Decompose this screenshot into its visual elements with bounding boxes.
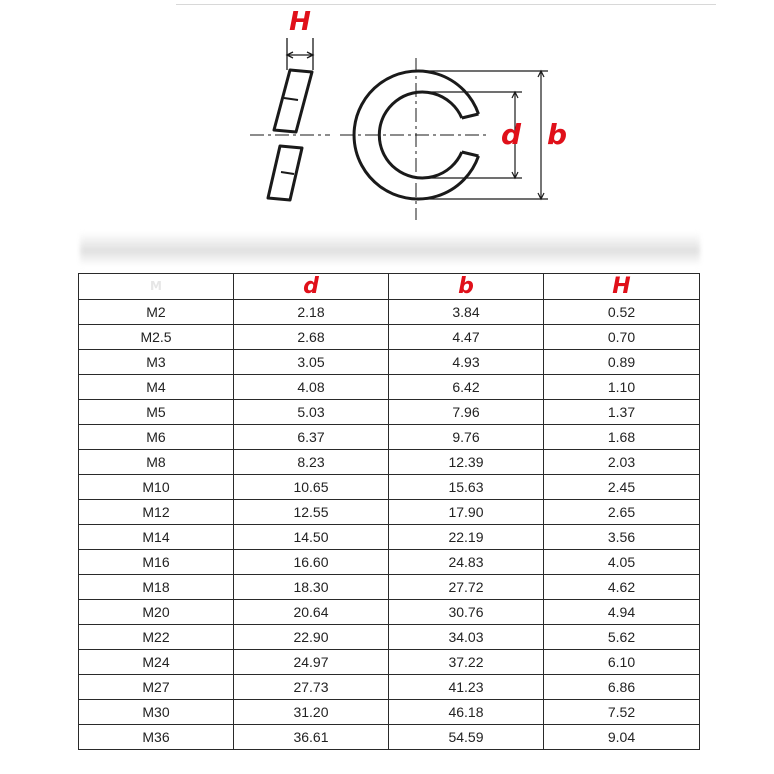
cell-h: 6.86 — [544, 675, 700, 700]
cell-size: M8 — [79, 450, 234, 475]
cell-h: 0.89 — [544, 350, 700, 375]
cell-h: 4.62 — [544, 575, 700, 600]
table-header-row — [79, 274, 700, 300]
cell-h: 6.10 — [544, 650, 700, 675]
cell-b: 54.59 — [389, 725, 544, 750]
cell-b: 41.23 — [389, 675, 544, 700]
table-row — [79, 550, 700, 575]
table-row — [79, 625, 700, 650]
table-row — [79, 475, 700, 500]
table-row — [79, 675, 700, 700]
cell-size: M12 — [79, 500, 234, 525]
label-h: H — [289, 7, 311, 37]
cell-h: 4.05 — [544, 550, 700, 575]
washer-diagram — [0, 0, 774, 230]
cell-d: 6.37 — [234, 425, 389, 450]
cell-b: 37.22 — [389, 650, 544, 675]
cell-b: 4.47 — [389, 325, 544, 350]
cell-d: 27.73 — [234, 675, 389, 700]
cell-h: 1.10 — [544, 375, 700, 400]
cell-size: M2 — [79, 300, 234, 325]
cell-size: M6 — [79, 425, 234, 450]
cell-d: 4.08 — [234, 375, 389, 400]
cell-d: 36.61 — [234, 725, 389, 750]
cell-d: 8.23 — [234, 450, 389, 475]
cell-b: 6.42 — [389, 375, 544, 400]
cell-size: M18 — [79, 575, 234, 600]
cell-d: 12.55 — [234, 500, 389, 525]
cell-size: M14 — [79, 525, 234, 550]
blurred-caption-band — [80, 232, 700, 266]
cell-size: M2.5 — [79, 325, 234, 350]
cell-b: 34.03 — [389, 625, 544, 650]
table-row — [79, 650, 700, 675]
cell-d: 14.50 — [234, 525, 389, 550]
cell-d: 31.20 — [234, 700, 389, 725]
cell-d: 2.68 — [234, 325, 389, 350]
table-row — [79, 350, 700, 375]
header-h: H — [544, 274, 700, 300]
table-row — [79, 500, 700, 525]
cell-b: 3.84 — [389, 300, 544, 325]
cell-size: M4 — [79, 375, 234, 400]
cell-size: M16 — [79, 550, 234, 575]
cell-d: 3.05 — [234, 350, 389, 375]
cell-h: 5.62 — [544, 625, 700, 650]
header-d: d — [234, 274, 389, 300]
label-b: b — [546, 118, 568, 151]
table-row — [79, 525, 700, 550]
cell-h: 2.45 — [544, 475, 700, 500]
cell-size: M10 — [79, 475, 234, 500]
spec-table — [78, 273, 700, 750]
cell-d: 5.03 — [234, 400, 389, 425]
table-row — [79, 700, 700, 725]
cell-size: M22 — [79, 625, 234, 650]
cell-size: M3 — [79, 350, 234, 375]
cell-b: 12.39 — [389, 450, 544, 475]
cell-b: 30.76 — [389, 600, 544, 625]
cell-d: 18.30 — [234, 575, 389, 600]
table-row — [79, 400, 700, 425]
cell-h: 2.03 — [544, 450, 700, 475]
cell-b: 9.76 — [389, 425, 544, 450]
h-dimension — [287, 38, 313, 70]
cell-h: 3.56 — [544, 525, 700, 550]
cell-d: 22.90 — [234, 625, 389, 650]
cell-h: 4.94 — [544, 600, 700, 625]
cell-b: 17.90 — [389, 500, 544, 525]
cell-b: 15.63 — [389, 475, 544, 500]
cell-d: 20.64 — [234, 600, 389, 625]
cell-b: 22.19 — [389, 525, 544, 550]
table-row — [79, 375, 700, 400]
cell-h: 1.68 — [544, 425, 700, 450]
cell-b: 24.83 — [389, 550, 544, 575]
header-b: b — [389, 274, 544, 300]
cell-h: 0.70 — [544, 325, 700, 350]
cell-b: 46.18 — [389, 700, 544, 725]
cell-size: M5 — [79, 400, 234, 425]
table-row — [79, 725, 700, 750]
cell-size: M36 — [79, 725, 234, 750]
cell-size: M30 — [79, 700, 234, 725]
cell-h: 2.65 — [544, 500, 700, 525]
cell-h: 1.37 — [544, 400, 700, 425]
table-row — [79, 325, 700, 350]
table-row — [79, 300, 700, 325]
table-row — [79, 575, 700, 600]
cell-b: 4.93 — [389, 350, 544, 375]
cell-h: 9.04 — [544, 725, 700, 750]
cell-d: 2.18 — [234, 300, 389, 325]
cell-size: M24 — [79, 650, 234, 675]
table-row — [79, 600, 700, 625]
table-row — [79, 450, 700, 475]
cell-d: 24.97 — [234, 650, 389, 675]
header-size: M — [79, 274, 234, 300]
cell-b: 27.72 — [389, 575, 544, 600]
cell-h: 0.52 — [544, 300, 700, 325]
cell-size: M27 — [79, 675, 234, 700]
cell-h: 7.52 — [544, 700, 700, 725]
cell-d: 16.60 — [234, 550, 389, 575]
label-d: d — [500, 118, 522, 151]
table-row — [79, 425, 700, 450]
cell-b: 7.96 — [389, 400, 544, 425]
table-body — [79, 300, 700, 750]
cell-d: 10.65 — [234, 475, 389, 500]
cell-size: M20 — [79, 600, 234, 625]
